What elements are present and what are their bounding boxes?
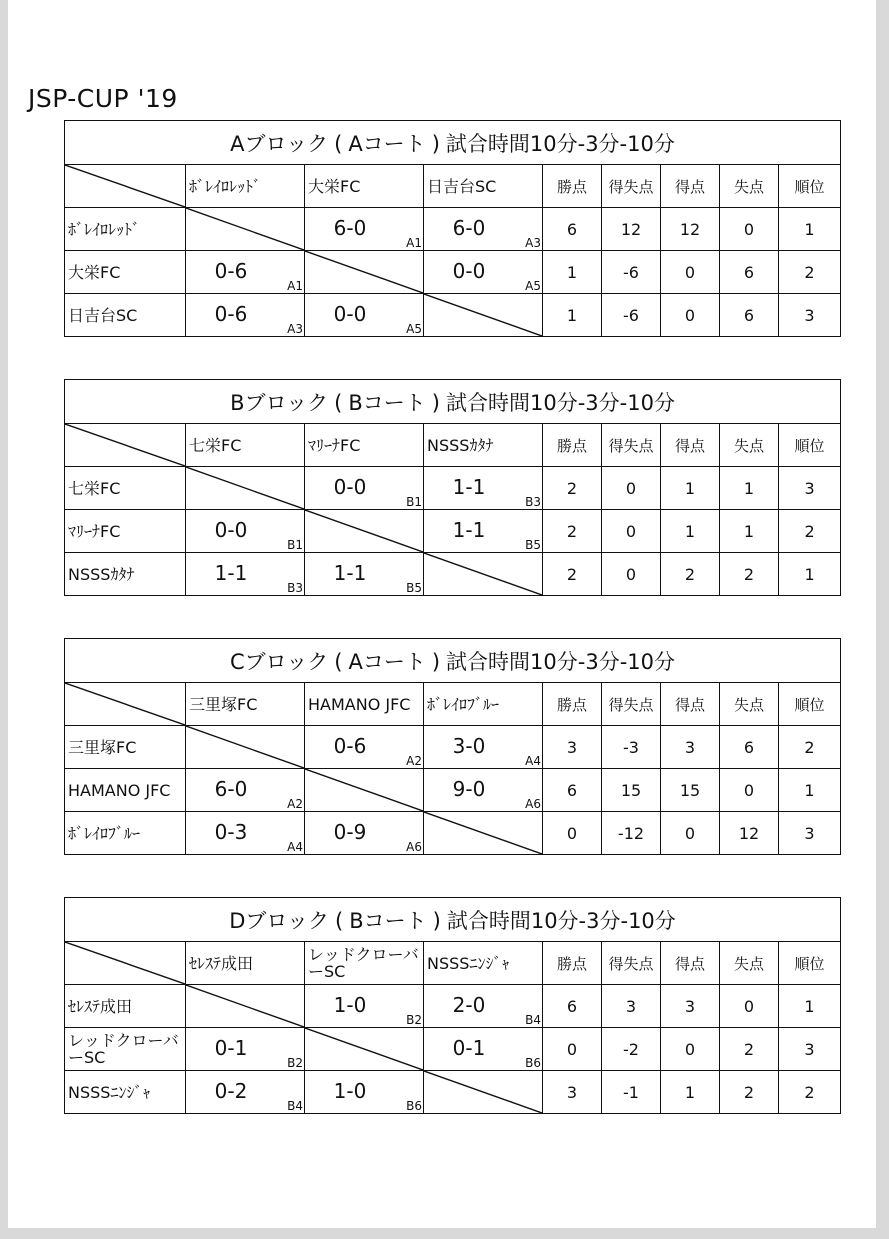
match-score: 0-6 — [214, 259, 248, 283]
block-header — [65, 898, 841, 942]
stat-value: 2 — [779, 510, 841, 553]
self-match-cell — [186, 985, 305, 1028]
match-code: A6 — [525, 797, 541, 811]
stat-value: 0 — [602, 510, 661, 553]
stat-value: 0 — [720, 769, 779, 812]
stat-value: 2 — [543, 553, 602, 596]
row-team-name: 日吉台SC — [65, 294, 186, 337]
column-header-row — [65, 424, 841, 467]
row-team-name: ﾎﾞﾚｲﾛﾚｯﾄﾞ — [65, 208, 186, 251]
stat-value: -3 — [602, 726, 661, 769]
table-row — [65, 1028, 841, 1071]
stat-value: -12 — [602, 812, 661, 855]
stat-header: 失点 — [720, 165, 779, 208]
match-code: A2 — [287, 797, 303, 811]
diagonal-line — [305, 251, 423, 293]
header-block: Cブロック — [230, 649, 329, 674]
diagonal-line — [65, 683, 185, 725]
match-code: B1 — [406, 495, 422, 509]
match-score: 0-0 — [214, 518, 248, 542]
stat-value: 3 — [779, 1028, 841, 1071]
match-result-cell — [305, 467, 424, 510]
stat-header: 勝点 — [543, 683, 602, 726]
stat-header: 得点 — [661, 683, 720, 726]
diagonal-line — [186, 726, 304, 768]
match-result-cell — [186, 1028, 305, 1071]
diagonal-line — [65, 165, 185, 207]
match-result-cell — [424, 1028, 543, 1071]
header-open: ( — [335, 908, 344, 933]
match-code: A4 — [525, 754, 541, 768]
stat-value: 1 — [720, 467, 779, 510]
stat-value: 12 — [602, 208, 661, 251]
stat-value: 6 — [543, 208, 602, 251]
match-score: 1-1 — [333, 561, 367, 585]
match-result-cell — [305, 1071, 424, 1114]
match-code: B1 — [287, 538, 303, 552]
match-score: 2-0 — [452, 993, 486, 1017]
match-code: B6 — [525, 1056, 541, 1070]
header-block: Bブロック — [230, 390, 329, 415]
match-code: A3 — [525, 236, 541, 250]
table-row — [65, 1071, 841, 1114]
stat-value: 1 — [661, 1071, 720, 1114]
column-team-label: ﾎﾞﾚｲﾛﾚｯﾄﾞ — [186, 165, 305, 208]
diagonal-line — [424, 294, 542, 336]
column-team-label: ﾎﾞﾚｲﾛﾌﾞﾙｰ — [424, 683, 543, 726]
match-score: 0-0 — [452, 259, 486, 283]
header-court: Bコート — [349, 908, 427, 933]
column-team-label: ﾏﾘｰﾅFC — [305, 424, 424, 467]
match-result-cell — [424, 985, 543, 1028]
stat-value: 1 — [779, 208, 841, 251]
match-code: B5 — [525, 538, 541, 552]
diagonal-line — [424, 1071, 542, 1113]
row-team-name: ｾﾚｽﾃ成田 — [65, 985, 186, 1028]
header-close: ) — [432, 908, 441, 933]
stat-header: 失点 — [720, 683, 779, 726]
column-team-label: HAMANO JFC — [305, 683, 424, 726]
self-match-cell — [424, 1071, 543, 1114]
match-result-cell — [424, 467, 543, 510]
stat-value: 0 — [661, 294, 720, 337]
table-row — [65, 208, 841, 251]
table-row — [65, 467, 841, 510]
stat-value: 2 — [779, 726, 841, 769]
match-score: 0-2 — [214, 1079, 248, 1103]
match-score: 0-6 — [214, 302, 248, 326]
stat-value: -1 — [602, 1071, 661, 1114]
match-result-cell — [424, 510, 543, 553]
match-code: B3 — [525, 495, 541, 509]
self-match-cell — [305, 769, 424, 812]
header-open: ( — [334, 390, 343, 415]
match-code: A5 — [406, 322, 422, 336]
header-time: 試合時間10分-3分-10分 — [446, 908, 676, 933]
stat-header: 勝点 — [543, 165, 602, 208]
stat-value: 1 — [779, 769, 841, 812]
stat-value: 6 — [720, 726, 779, 769]
stat-value: 1 — [543, 251, 602, 294]
column-header-row — [65, 942, 841, 985]
match-code: B2 — [287, 1056, 303, 1070]
match-score: 0-1 — [214, 1036, 248, 1060]
match-code: A1 — [287, 279, 303, 293]
column-team-label: 七栄FC — [186, 424, 305, 467]
stat-header: 得失点 — [602, 683, 661, 726]
stat-value: 15 — [661, 769, 720, 812]
stat-value: 1 — [720, 510, 779, 553]
row-team-name: ﾏﾘｰﾅFC — [65, 510, 186, 553]
row-team-name: 三里塚FC — [65, 726, 186, 769]
stat-value: 2 — [720, 553, 779, 596]
stat-header: 順位 — [779, 424, 841, 467]
stat-value: 6 — [720, 294, 779, 337]
match-score: 6-0 — [333, 216, 367, 240]
block-header — [65, 121, 841, 165]
corner-diagonal-cell — [65, 424, 186, 467]
match-result-cell — [305, 294, 424, 337]
stat-value: 3 — [602, 985, 661, 1028]
corner-diagonal-cell — [65, 165, 186, 208]
match-code: B5 — [406, 581, 422, 595]
document-page — [8, 0, 876, 1228]
match-score: 6-0 — [214, 777, 248, 801]
match-result-cell — [186, 510, 305, 553]
corner-diagonal-cell — [65, 683, 186, 726]
stat-header: 得点 — [661, 942, 720, 985]
column-team-label: 日吉台SC — [424, 165, 543, 208]
stat-value: 0 — [720, 985, 779, 1028]
column-header-row — [65, 165, 841, 208]
match-result-cell — [186, 251, 305, 294]
table-row — [65, 726, 841, 769]
header-time: 試合時間10分-3分-10分 — [445, 390, 675, 415]
stat-value: 2 — [720, 1071, 779, 1114]
match-score: 6-0 — [452, 216, 486, 240]
column-team-label: NSSSﾆﾝｼﾞｬ — [424, 942, 543, 985]
stat-value: 3 — [779, 467, 841, 510]
match-code: A4 — [287, 840, 303, 854]
stat-value: 6 — [543, 769, 602, 812]
stat-value: 0 — [661, 812, 720, 855]
header-close: ) — [431, 131, 440, 156]
diagonal-line — [305, 1028, 423, 1070]
match-result-cell — [186, 1071, 305, 1114]
stat-value: 12 — [661, 208, 720, 251]
stat-header: 得失点 — [602, 942, 661, 985]
header-court: Bコート — [348, 390, 426, 415]
diagonal-line — [186, 208, 304, 250]
stat-value: 0 — [602, 553, 661, 596]
diagonal-line — [65, 424, 185, 466]
stat-value: 2 — [543, 510, 602, 553]
match-result-cell — [424, 769, 543, 812]
stat-value: 0 — [543, 812, 602, 855]
diagonal-line — [65, 942, 185, 984]
match-result-cell — [424, 726, 543, 769]
match-score: 9-0 — [452, 777, 486, 801]
diagonal-line — [305, 510, 423, 552]
stat-header: 失点 — [720, 424, 779, 467]
match-result-cell — [305, 985, 424, 1028]
block-header — [65, 639, 841, 683]
stat-value: 6 — [543, 985, 602, 1028]
diagonal-line — [305, 769, 423, 811]
block-table — [64, 379, 841, 596]
row-team-name: 七栄FC — [65, 467, 186, 510]
match-result-cell — [186, 553, 305, 596]
column-team-label: 三里塚FC — [186, 683, 305, 726]
stat-value: 1 — [661, 467, 720, 510]
column-team-label: NSSSｶﾀﾅ — [424, 424, 543, 467]
stat-header: 得失点 — [602, 424, 661, 467]
self-match-cell — [424, 553, 543, 596]
self-match-cell — [186, 208, 305, 251]
match-result-cell — [424, 208, 543, 251]
header-court: Aコート — [348, 649, 426, 674]
self-match-cell — [305, 510, 424, 553]
column-header-row — [65, 683, 841, 726]
stat-value: 12 — [720, 812, 779, 855]
block-table — [64, 120, 841, 337]
stat-value: 0 — [602, 467, 661, 510]
diagonal-line — [424, 812, 542, 854]
stat-value: 1 — [779, 553, 841, 596]
match-code: B4 — [287, 1099, 303, 1113]
stat-value: 1 — [543, 294, 602, 337]
header-open: ( — [334, 649, 343, 674]
stat-value: 3 — [779, 294, 841, 337]
stat-value: 3 — [661, 985, 720, 1028]
match-score: 1-0 — [333, 993, 367, 1017]
table-row — [65, 294, 841, 337]
match-score: 1-1 — [452, 518, 486, 542]
stat-header: 得点 — [661, 424, 720, 467]
match-code: A2 — [406, 754, 422, 768]
header-block: Aブロック — [230, 131, 329, 156]
match-score: 0-6 — [333, 734, 367, 758]
stat-value: 3 — [661, 726, 720, 769]
row-team-name: 大栄FC — [65, 251, 186, 294]
self-match-cell — [305, 1028, 424, 1071]
match-result-cell — [186, 294, 305, 337]
header-block: Dブロック — [229, 908, 329, 933]
column-team-label: レッドクローバーSC — [305, 942, 424, 985]
row-team-name: レッドクローバーSC — [65, 1028, 186, 1071]
stat-header: 順位 — [779, 165, 841, 208]
document-title: JSP-CUP '19 — [28, 84, 178, 113]
stat-header: 失点 — [720, 942, 779, 985]
stat-value: 6 — [720, 251, 779, 294]
column-team-label: ｾﾚｽﾃ成田 — [186, 942, 305, 985]
stat-value: 2 — [543, 467, 602, 510]
match-code: A1 — [406, 236, 422, 250]
stat-value: 1 — [779, 985, 841, 1028]
header-open: ( — [334, 131, 343, 156]
table-row — [65, 985, 841, 1028]
stat-value: 0 — [661, 1028, 720, 1071]
row-team-name: NSSSﾆﾝｼﾞｬ — [65, 1071, 186, 1114]
match-score: 0-1 — [452, 1036, 486, 1060]
stat-value: 1 — [661, 510, 720, 553]
stat-value: 3 — [543, 726, 602, 769]
self-match-cell — [424, 812, 543, 855]
header-time: 試合時間10分-3分-10分 — [446, 649, 676, 674]
diagonal-line — [186, 467, 304, 509]
match-code: A5 — [525, 279, 541, 293]
self-match-cell — [424, 294, 543, 337]
table-row — [65, 769, 841, 812]
match-code: B3 — [287, 581, 303, 595]
match-score: 1-0 — [333, 1079, 367, 1103]
match-result-cell — [186, 812, 305, 855]
stat-value: 3 — [543, 1071, 602, 1114]
header-close: ) — [431, 390, 440, 415]
match-score: 0-9 — [333, 820, 367, 844]
match-score: 0-0 — [333, 302, 367, 326]
table-row — [65, 553, 841, 596]
block-header-row — [65, 380, 841, 424]
stat-value: 2 — [779, 251, 841, 294]
block-table — [64, 897, 841, 1114]
diagonal-line — [424, 553, 542, 595]
diagonal-line — [186, 985, 304, 1027]
stat-header: 勝点 — [543, 942, 602, 985]
stat-value: 2 — [661, 553, 720, 596]
row-team-name: ﾎﾞﾚｲﾛﾌﾞﾙｰ — [65, 812, 186, 855]
column-team-label: 大栄FC — [305, 165, 424, 208]
stat-value: 3 — [779, 812, 841, 855]
match-result-cell — [424, 251, 543, 294]
block-header — [65, 380, 841, 424]
header-time: 試合時間10分-3分-10分 — [445, 131, 675, 156]
block-header-row — [65, 121, 841, 165]
table-row — [65, 251, 841, 294]
stat-value: 15 — [602, 769, 661, 812]
block-header-row — [65, 639, 841, 683]
header-close: ) — [431, 649, 441, 674]
stat-value: 0 — [543, 1028, 602, 1071]
block-header-row — [65, 898, 841, 942]
stat-header: 得失点 — [602, 165, 661, 208]
match-score: 1-1 — [452, 475, 486, 499]
match-score: 3-0 — [452, 734, 486, 758]
match-code: B4 — [525, 1013, 541, 1027]
match-result-cell — [305, 553, 424, 596]
match-result-cell — [186, 769, 305, 812]
table-row — [65, 510, 841, 553]
match-result-cell — [305, 812, 424, 855]
row-team-name: HAMANO JFC — [65, 769, 186, 812]
match-score: 0-3 — [214, 820, 248, 844]
stat-value: -2 — [602, 1028, 661, 1071]
match-code: B2 — [406, 1013, 422, 1027]
table-row — [65, 812, 841, 855]
stat-header: 得点 — [661, 165, 720, 208]
stat-value: 2 — [779, 1071, 841, 1114]
match-score: 0-0 — [333, 475, 367, 499]
self-match-cell — [305, 251, 424, 294]
stat-value: 2 — [720, 1028, 779, 1071]
match-score: 1-1 — [214, 561, 248, 585]
match-result-cell — [305, 208, 424, 251]
header-court: Aコート — [348, 131, 426, 156]
self-match-cell — [186, 726, 305, 769]
stat-value: -6 — [602, 294, 661, 337]
stat-value: -6 — [602, 251, 661, 294]
match-code: A6 — [406, 840, 422, 854]
match-code: A3 — [287, 322, 303, 336]
stat-header: 順位 — [779, 942, 841, 985]
stat-header: 勝点 — [543, 424, 602, 467]
block-table — [64, 638, 841, 855]
stat-value: 0 — [661, 251, 720, 294]
stat-header: 順位 — [779, 683, 841, 726]
stat-value: 0 — [720, 208, 779, 251]
match-result-cell — [305, 726, 424, 769]
match-code: B6 — [406, 1099, 422, 1113]
self-match-cell — [186, 467, 305, 510]
corner-diagonal-cell — [65, 942, 186, 985]
row-team-name: NSSSｶﾀﾅ — [65, 553, 186, 596]
